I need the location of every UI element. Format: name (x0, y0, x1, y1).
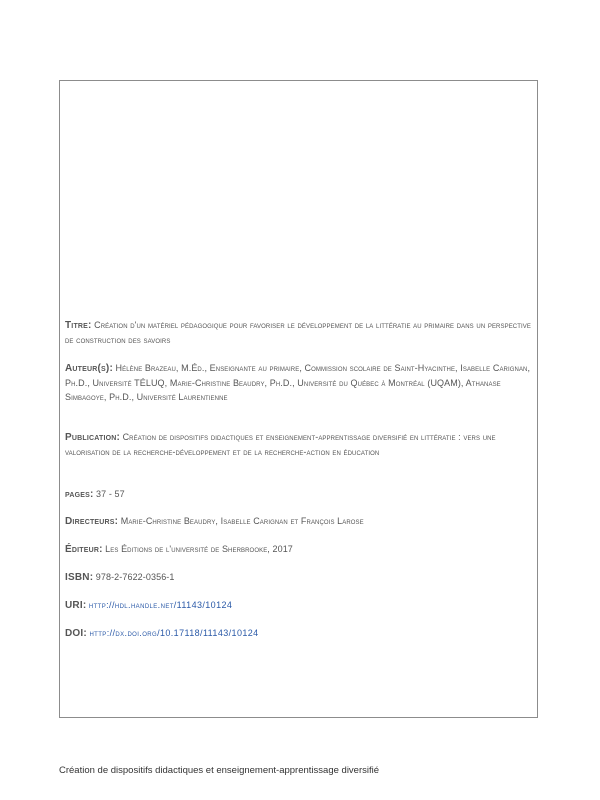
uri-link[interactable]: http://hdl.handle.net/11143/10124 (88, 600, 233, 610)
directeurs-value: Marie-Christine Beaudry, Isabelle Carignan et François Larose (120, 516, 364, 526)
doi-field (65, 626, 535, 641)
doi-label: DOI: (65, 628, 87, 639)
auteurs-label: Auteur(s): (65, 363, 113, 374)
isbn-field (65, 570, 535, 585)
publication-field (65, 430, 535, 459)
auteurs-field (65, 361, 535, 404)
page-footer: Création de dispositifs didactiques et enseignement-apprentissage diversifié (59, 765, 380, 776)
titre-value: Création d'un matériel pédagogique pour favoriser le développement de la littératie au primaire dans un perspective de construction des savoirs (65, 320, 531, 345)
publication-label: Publication: (65, 432, 121, 443)
publication-value: Création de dispositifs didactiques et enseignement-apprentissage diversifié en littératie : vers une valorisation de la recherche-développement et de la recherche-action en éducation (65, 432, 496, 457)
isbn-label: ISBN: (65, 572, 94, 583)
pages-value: 37 - 57 (96, 489, 125, 499)
uri-label: URI: (65, 600, 87, 611)
directeurs-field (65, 514, 535, 529)
directeurs-label: Directeurs: (65, 516, 119, 527)
editeur-label: Éditeur: (65, 544, 103, 555)
pages-field (65, 487, 535, 502)
isbn-value: 978-2-7622-0356-1 (95, 572, 175, 582)
auteurs-value: Hélène Brazeau, M.Éd., Enseignante au primaire, Commission scolaire de Saint-Hyacinthe, Isabelle Carignan, Ph.D., Université TÉLUQ, Marie-Christine Beaudry, Ph.D., Université du Québec à Montréal (UQAM), Athanase Simbagoye, Ph.D., Université Laurentienne (65, 363, 531, 402)
doi-link[interactable]: http://dx.doi.org/10.17118/11143/10124 (89, 628, 259, 638)
titre-label: Titre: (65, 320, 92, 331)
editeur-value: Les Éditions de l'université de Sherbrooke, 2017 (105, 544, 293, 554)
titre-field (65, 318, 535, 347)
uri-field (65, 598, 535, 613)
editeur-field (65, 542, 535, 557)
pages-label: pages: (65, 489, 94, 500)
